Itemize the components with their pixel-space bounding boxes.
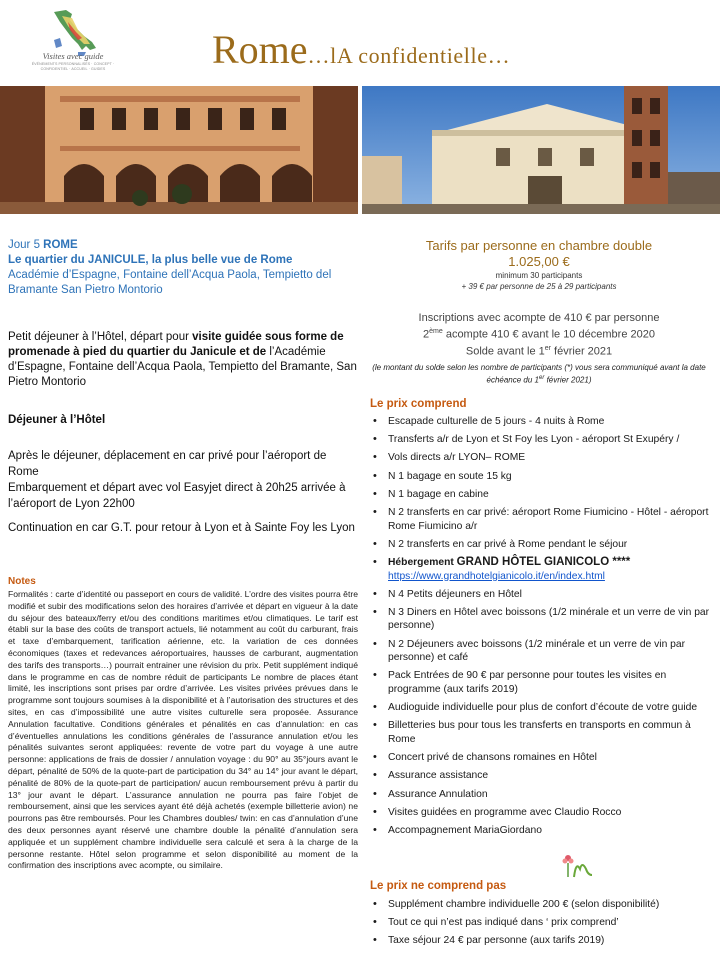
list-item: • Supplément chambre individuelle 200 € (selon disponibilité) (372, 898, 712, 912)
inscr-line-2: 2ème acompte 410 € avant le 10 décembre 2020 (423, 328, 655, 341)
list-item: • Audioguide individuelle pour plus de confort d’écoute de votre guide (372, 701, 712, 715)
list-item: • Pack Entrées de 90 € par personne pour toutes les visites en programme (aux tarifs 2019) (372, 669, 712, 696)
day-city: ROME (43, 239, 78, 251)
list-item-hotel (372, 556, 712, 583)
italy-map-logo (42, 8, 104, 84)
after-para-1: Après le déjeuner, déplacement en car privé pour l’aéroport de Rome (8, 450, 327, 478)
list-item: • Taxe séjour 24 € par personne (aux tarifs 2019) (372, 934, 712, 948)
list-item: • Transferts a/r de Lyon et St Foy les Lyon - aéroport St Exupéry / (372, 433, 712, 447)
list-item: • Billetteries bus pour tous les transferts en transports en commun à Rome (372, 719, 712, 746)
page-title (212, 26, 510, 73)
list-item: • Assurance Annulation (372, 788, 712, 802)
title-main: Rome (212, 27, 308, 72)
list-item: • N 2 transferts en car privé à Rome pendant le séjour (372, 538, 712, 552)
logo-caption: Visites avec guide (42, 51, 104, 61)
list-item: • N 2 transferts en car privé: aéroport Rome Fiumicino - Hôtel - aéroport Rome Fiumicino a/r (372, 506, 712, 533)
min-participants: minimum 30 participants (495, 271, 583, 280)
logo-subcaption: ÉVÉNEMENTS PERSONNALISÉS · CONCEPT · CONFIDENTIEL · ACCUEIL · GUIDES (31, 62, 115, 71)
lunch-heading: Déjeuner à l’Hôtel (8, 414, 106, 426)
flower-monogram-icon (560, 851, 596, 881)
list-item: • Visites guidées en programme avec Claudio Rocco (372, 806, 712, 820)
day-header (8, 238, 358, 298)
pricing-block (366, 238, 712, 292)
after-para-3: Continuation en car G.T. pour retour à Lyon et à Sainte Foy les Lyon (8, 522, 355, 534)
afternoon-program (8, 448, 358, 536)
program-text (8, 330, 358, 390)
list-item: • N 2 Déjeuners avec boissons (1/2 minérale et un verre de vin par personne) et café (372, 638, 712, 665)
list-item: • Escapade culturelle de 5 jours - 4 nuits à Rome (372, 415, 712, 429)
included-list (372, 415, 712, 842)
hotel-label: Hébergement (388, 556, 457, 568)
price: 1.025,00 € (508, 254, 570, 269)
inscr-line-3: Solde avant le 1er février 2021 (465, 344, 613, 358)
day-title: Le quartier du JANICULE, la plus belle vue de Rome (8, 254, 293, 266)
program-rest: l’Académie d’Espagne, Fontaine dell’Acqua Paola, Tempietto del Bramante, San Pietro Montorio (8, 346, 357, 388)
list-item: • Assurance assistance (372, 769, 712, 783)
excluded-list (372, 898, 712, 953)
pricing-heading: Tarifs par personne en chambre double (425, 238, 653, 253)
title-tagline: …lA confidentielle… (307, 43, 511, 68)
list-item: • N 4 Petits déjeuners en Hôtel (372, 588, 712, 602)
hotel-name: GRAND HÔTEL GIANICOLO **** (456, 555, 631, 568)
day-sights: Académie d’Espagne, Fontaine dell’Acqua Paola, Tempietto del Bramante San Pietro Montorio (8, 269, 332, 296)
list-item: • Concert privé de chansons romaines en Hôtel (372, 751, 712, 765)
list-item: • N 3 Diners en Hôtel avec boissons (1/2 minérale et un verre de vin par personne) (372, 606, 712, 633)
inscriptions-block (366, 311, 712, 386)
cloister-courtyard-photo (0, 86, 358, 214)
notes-text: Formalités : carte d’identité ou passeport en cours de validité. L’ordre des visites pourra être modifié et subir des modifications selon des horaires d’arrivée et départ en vigueur à la date du séjour des bateaux/ferry et/ou des conditions maritimes et/ou climatiques. Le tarif est établi sur la base des coûts de transport actuels, lié notamment au coût du carburant, frais et taxe d’embarquement, tarification aérienne, etc. la variation de ces données économiques (taxes et redevances aéroportuaires, hausses de carburant, augmentation des tarifs des transports…) pourrait entrainer une révision du prix. Petit supplément indiqué dans le programme en cas de nombre réduit de participants Le nombre de places étant limité, les inscriptions sont prises par ordre d’arrivée. Les visites privées prévues dans le programme sont toujours soumises à la disponibilité et à l’autorisation des structures et des sites, en cas d’impossibilité une autre visites culturelle sera proposée. Assurance Annulation facultative. Conditions générales et pénalités en cas d’annulation: en cas d’éventuelles annulations les conditions générales de l’assurance annulation et/ou les pénalités suivantes seront appliquées: revente de votre part du voyage à une autre personne: applications de frais de dossier / annulation voyage : du 90° au 35°jours avant le départ, pénalité de 50% de la quote-part de participation du 34° au 14° jour avant le départ, pénalité de 80% de la quote-part de participation/ aucun remboursement prévu à partir du 13° jour avant le départ. L’assurance annulation ne pourra pas faire l’objet de remboursement, ainsi que les services ayant été déjà achetés (exemple billetterie avion) ne pourrons pas être remboursés. Pour les Chambres doubles/ twin: en cas d’annulation d’une des deux personnes ayant réservé une chambre double la pénalité d’annulation sera appliquée et un supplément chambre individuelle sera calculé et sera à la charge de la personne restante. Hôtel selon programme et selon disponibilité au moment de la confirmation des inscriptions avec acompte, ou similaire. (8, 589, 358, 871)
hotel-link[interactable]: https://www.grandhotelgianicolo.it/en/index.html (388, 570, 605, 582)
program-bold: visite guidée sous forme de promenade à pied du quartier du Janicule et de (8, 331, 344, 358)
inscr-line-1: Inscriptions avec acompte de 410 € par personne (418, 312, 660, 324)
list-item: • Vols directs a/r LYON– ROME (372, 451, 712, 465)
included-title: Le prix comprend (370, 398, 467, 410)
list-item: • N 1 bagage en cabine (372, 488, 712, 502)
after-para-2: Embarquement et départ avec vol Easyjet direct à 20h25 arrivée à l’aéroport de Lyon 22h00 (8, 482, 346, 510)
list-item: • Accompagnement MariaGiordano (372, 824, 712, 838)
inscr-note: (le montant du solde selon les nombre de participants (*) vous sera communiqué avant la date échéance du 1er février 2021) (372, 363, 706, 385)
notes-title: Notes (8, 576, 36, 587)
program-intro: Petit déjeuner à l’Hôtel, départ pour (8, 331, 193, 343)
excluded-title: Le prix ne comprend pas (370, 880, 507, 892)
list-item: • N 1 bagage en soute 15 kg (372, 470, 712, 484)
list-item: • Tout ce qui n’est pas indiqué dans ‘ prix comprend’ (372, 916, 712, 930)
church-facade-photo (362, 86, 720, 214)
day-label: Jour 5 (8, 239, 44, 251)
price-supplement: + 39 € par personne de 25 à 29 participants (461, 282, 617, 291)
